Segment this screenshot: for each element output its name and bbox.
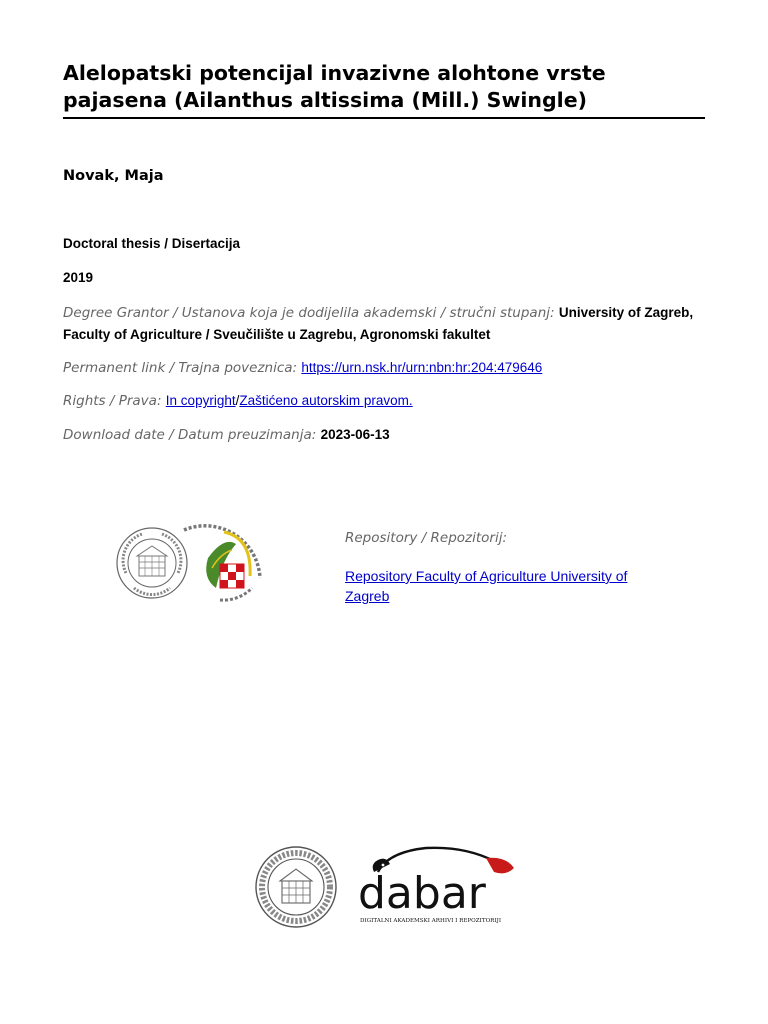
- repository-label: Repository / Repozitorij:: [345, 530, 508, 546]
- dabar-wordmark: dabar: [358, 868, 486, 919]
- dabar-tagline: DIGITALNI AKADEMSKI ARHIVI I REPOZITORIJI: [360, 918, 502, 924]
- university-seal-icon: [117, 528, 187, 598]
- university-seal-logo: [252, 843, 340, 931]
- document-year: 2019: [63, 270, 94, 285]
- faculty-seal-logo: [112, 518, 272, 608]
- rights-separator: /: [235, 393, 240, 408]
- permanent-link[interactable]: https://urn.nsk.hr/urn:nbn:hr:204:479646: [301, 360, 543, 375]
- rights-row: [63, 390, 703, 412]
- rights-link-hr[interactable]: Zaštićeno autorskim pravom.: [239, 393, 413, 408]
- download-date-value: 2023-06-13: [320, 427, 390, 442]
- download-date-row: [63, 424, 703, 446]
- permanent-link-row: [63, 357, 703, 379]
- download-date-label: Download date / Datum preuzimanja:: [63, 427, 317, 443]
- document-type: Doctoral thesis / Disertacija: [63, 236, 241, 251]
- degree-grantor-row: [63, 302, 703, 346]
- dabar-logo: [356, 842, 516, 928]
- faculty-emblem-icon: [206, 532, 250, 588]
- repository-link[interactable]: Repository Faculty of Agriculture University of Zagreb: [345, 568, 628, 604]
- rights-link-en[interactable]: In copyright: [165, 393, 236, 408]
- rights-label: Rights / Prava:: [63, 393, 162, 409]
- permanent-link-label: Permanent link / Trajna poveznica:: [63, 360, 298, 376]
- degree-grantor-label: Degree Grantor / Ustanova koja je dodijelila akademski / stručni stupanj:: [63, 305, 555, 321]
- document-title: Alelopatski potencijal invazivne alohtone vrste pajasena (Ailanthus altissima (Mill.) Swingle): [63, 61, 606, 112]
- degree-grantor-value: University of Zagreb, Faculty of Agriculture / Sveučilište u Zagrebu, Agronomski fakultet: [63, 305, 694, 342]
- title-divider: [63, 117, 705, 119]
- author-name: Novak, Maja: [63, 168, 164, 184]
